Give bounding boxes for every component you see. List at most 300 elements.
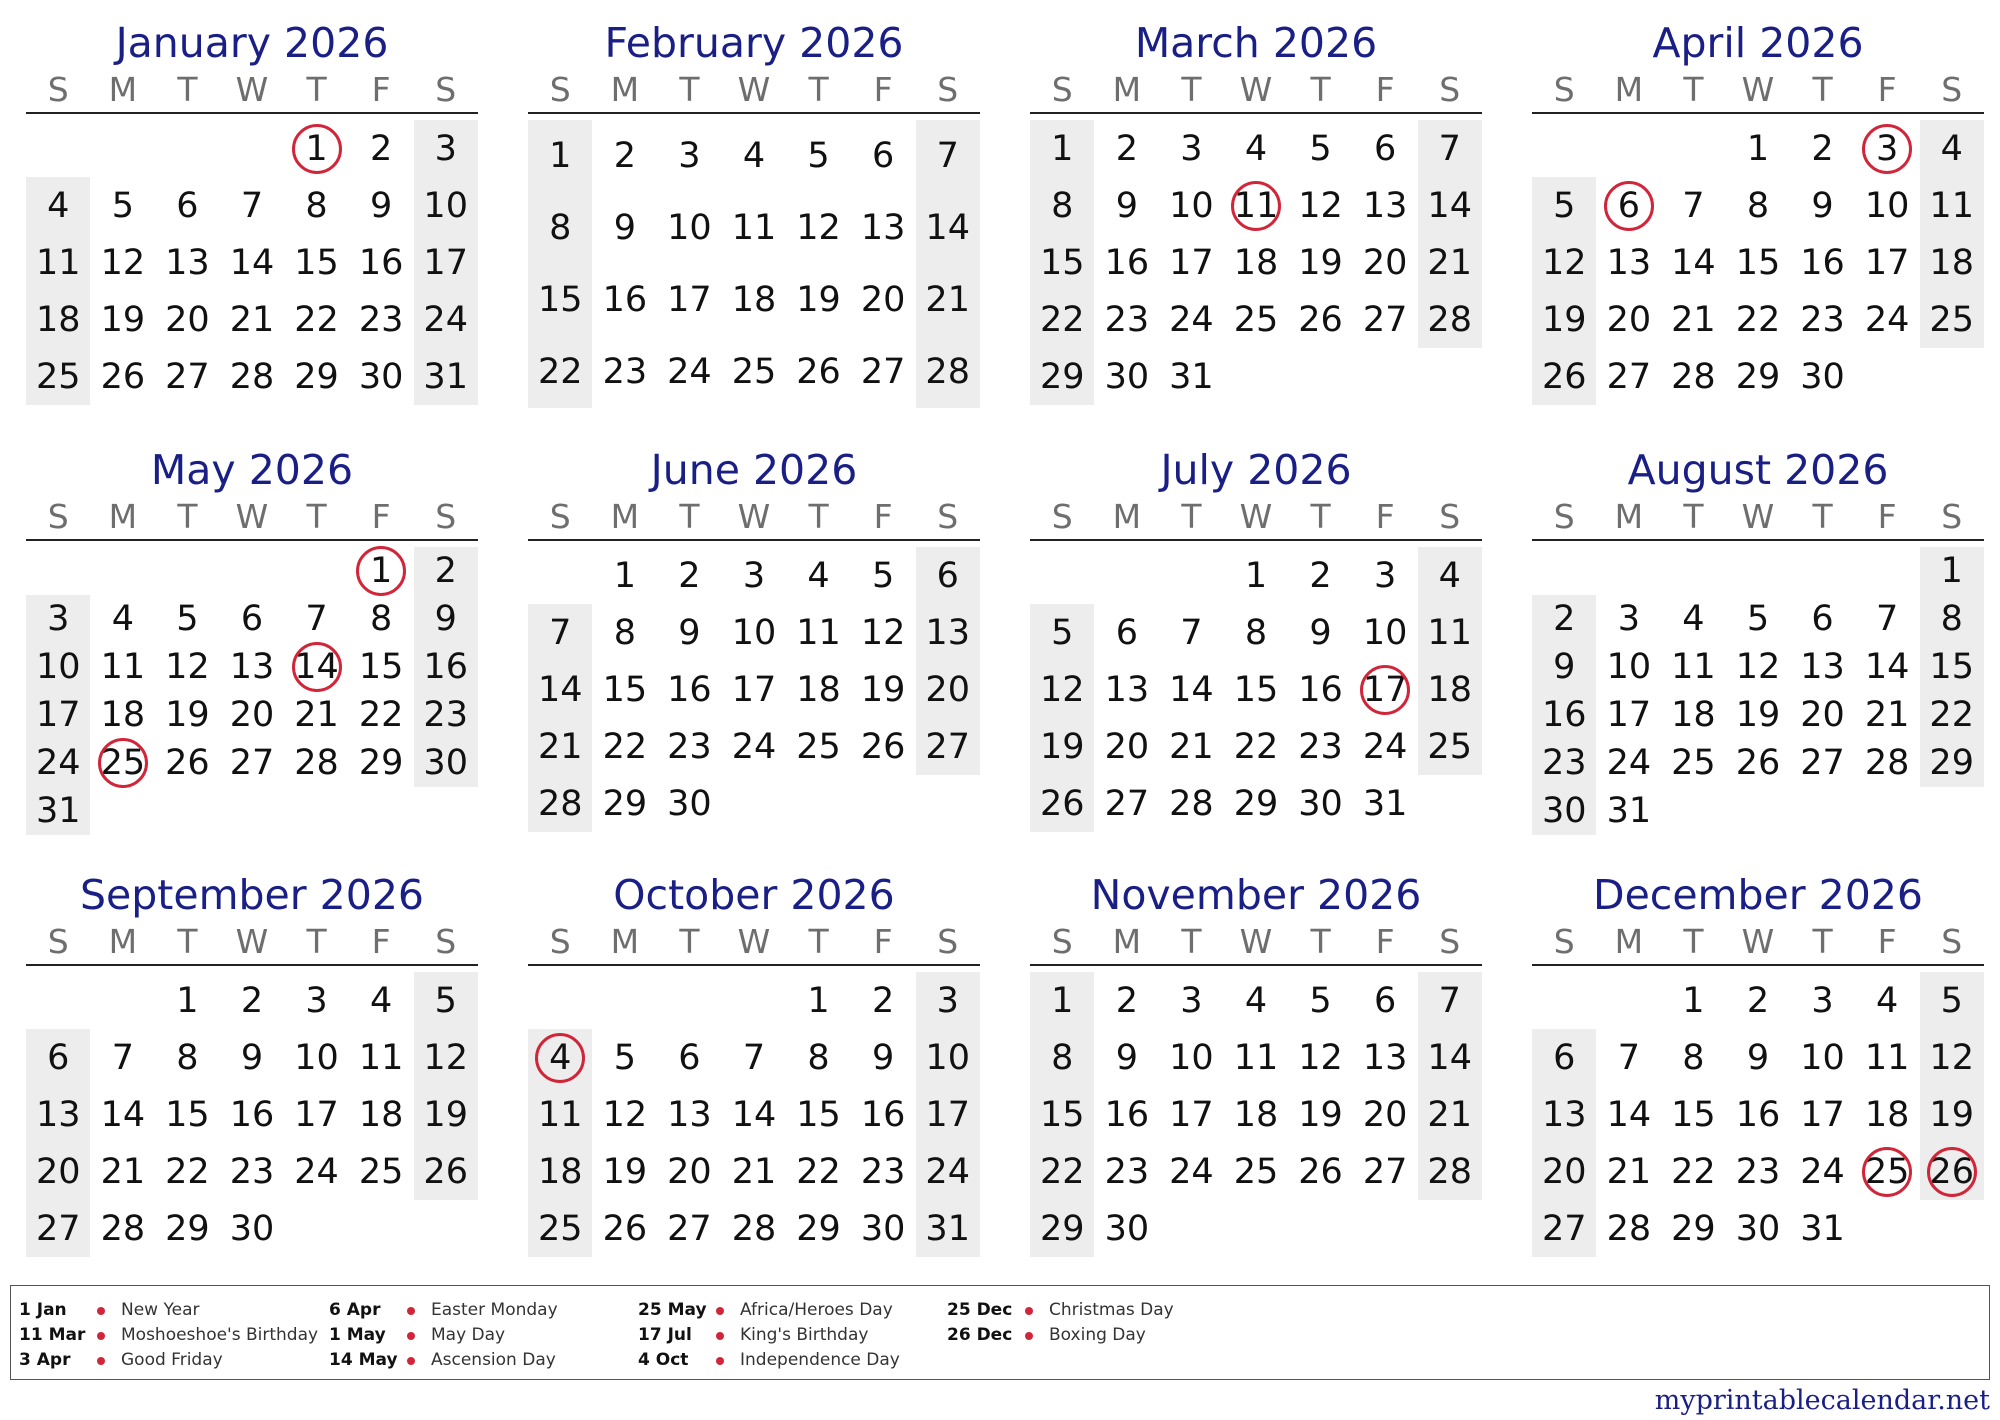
day-cell: 31 [36, 791, 81, 831]
day-cell: 10 [423, 185, 468, 226]
legend-date: 25 Dec [947, 1300, 1013, 1320]
holiday-day-cell: 4 [528, 1029, 593, 1086]
holiday-day-cell: 1 [349, 547, 414, 595]
weekday-label: W [235, 70, 269, 109]
day-cell: 13 [229, 647, 275, 687]
month-title: May 2026 [150, 446, 354, 494]
day-cell: 8 [1051, 185, 1074, 226]
empty-cell [1661, 547, 1726, 595]
legend-column [329, 1298, 558, 1373]
day-cell: 18 [358, 1094, 404, 1135]
weekday-label: T [679, 922, 700, 961]
weekday-label: T [177, 922, 198, 961]
bullet-dot-icon [716, 1307, 724, 1315]
legend-date: 6 Apr [329, 1300, 381, 1320]
day-cell: 12 [860, 612, 906, 653]
day-cell: 15 [1929, 647, 1974, 687]
day-cell: 25 [1929, 299, 1974, 340]
bullet-dot-icon [97, 1332, 105, 1340]
day-cell: 2 [1746, 980, 1770, 1021]
days-grid [1030, 120, 1482, 405]
weekday-label: M [1614, 497, 1644, 536]
month-title: October 2026 [613, 871, 895, 919]
day-cell: 27 [667, 1208, 712, 1249]
day-cell: 18 [1233, 1094, 1279, 1135]
day-cell: 27 [1104, 783, 1150, 824]
day-cell: 30 [1104, 1208, 1150, 1249]
empty-cell [593, 972, 658, 1029]
month-march [1030, 18, 1482, 405]
weekday-label: M [108, 922, 138, 961]
weekday-label: F [371, 497, 391, 536]
weekday-label: M [1614, 922, 1644, 961]
days-grid [528, 547, 980, 832]
day-cell: 23 [860, 1151, 906, 1192]
weekday-header [528, 495, 980, 541]
empty-cell [1597, 547, 1662, 595]
weekday-label: F [1877, 70, 1897, 109]
weekday-label: T [306, 922, 327, 961]
day-cell: 26 [1735, 743, 1781, 783]
weekday-label: M [610, 70, 640, 109]
empty-cell [528, 972, 593, 1029]
day-cell: 2 [240, 980, 264, 1021]
day-cell: 15 [538, 280, 583, 320]
days-grid [26, 972, 478, 1257]
day-cell: 13 [667, 1094, 712, 1135]
weekday-label: S [435, 70, 457, 109]
day-cell: 8 [549, 208, 572, 248]
month-title: November 2026 [1090, 871, 1422, 919]
month-august [1532, 445, 1984, 835]
day-cell: 29 [1233, 783, 1279, 824]
weekday-label: S [937, 922, 959, 961]
days-grid [528, 120, 980, 408]
bullet-dot-icon [407, 1332, 415, 1340]
day-cell: 11 [1864, 1037, 1910, 1078]
days-grid [1030, 547, 1482, 832]
day-cell: 19 [100, 299, 146, 340]
day-cell: 2 [1309, 555, 1332, 596]
legend-date: 4 Oct [638, 1350, 689, 1370]
day-cell: 1 [1746, 128, 1770, 169]
day-cell: 30 [1542, 791, 1587, 831]
day-cell: 19 [1298, 242, 1343, 283]
holiday-day-cell: 17 [1353, 661, 1418, 718]
weekday-header [1532, 495, 1984, 541]
day-cell: 12 [1040, 669, 1085, 710]
weekday-label: T [1310, 922, 1331, 961]
weekday-label: M [1112, 70, 1142, 109]
day-cell: 31 [925, 1208, 970, 1249]
days-grid [528, 972, 980, 1257]
day-cell: 30 [860, 1208, 906, 1249]
day-cell: 12 [423, 1037, 468, 1078]
day-cell: 18 [1233, 242, 1279, 283]
day-cell: 28 [100, 1208, 146, 1249]
day-cell: 26 [100, 356, 146, 397]
day-cell: 12 [100, 242, 146, 283]
day-cell: 26 [1542, 356, 1587, 397]
legend-holiday-name: May Day [431, 1325, 506, 1345]
day-cell: 17 [925, 1094, 970, 1135]
day-cell: 21 [1427, 1094, 1472, 1135]
day-cell: 11 [1233, 1037, 1279, 1078]
day-cell: 25 [538, 1208, 583, 1249]
day-cell: 7 [1438, 980, 1461, 1021]
day-cell: 20 [1362, 242, 1408, 283]
day-cell: 5 [871, 555, 895, 596]
day-cell: 5 [613, 1037, 636, 1078]
day-cell: 11 [36, 242, 81, 283]
day-cell: 19 [1735, 695, 1781, 735]
day-cell: 6 [1373, 128, 1397, 169]
day-cell: 8 [1244, 612, 1268, 653]
weekday-header [528, 920, 980, 966]
weekday-label: W [235, 497, 269, 536]
day-cell: 27 [165, 356, 210, 397]
weekday-label: S [1051, 497, 1073, 536]
day-cell: 15 [796, 1094, 841, 1135]
day-cell: 25 [1233, 1151, 1279, 1192]
day-cell: 10 [731, 612, 777, 653]
day-cell: 9 [240, 1037, 264, 1078]
weekday-label: S [1051, 70, 1073, 109]
legend-item [947, 1323, 1174, 1348]
empty-cell [26, 120, 91, 177]
day-cell: 20 [165, 299, 210, 340]
day-cell: 19 [1298, 1094, 1343, 1135]
day-cell: 28 [1864, 743, 1910, 783]
day-cell: 14 [1169, 669, 1214, 710]
day-cell: 18 [100, 695, 146, 735]
day-cell: 9 [1746, 1037, 1770, 1078]
day-cell: 1 [1940, 551, 1963, 591]
weekday-label: S [1553, 70, 1575, 109]
day-cell: 17 [1169, 1094, 1214, 1135]
day-cell: 23 [1735, 1151, 1781, 1192]
day-cell: 4 [742, 136, 766, 176]
holiday-day-cell: 26 [1919, 1143, 1984, 1200]
day-cell: 20 [36, 1151, 81, 1192]
day-cell: 25 [796, 726, 841, 767]
day-cell: 23 [1298, 726, 1343, 767]
day-cell: 14 [1671, 242, 1716, 283]
day-cell: 20 [229, 695, 275, 735]
day-cell: 4 [1682, 599, 1705, 639]
day-cell: 12 [602, 1094, 648, 1135]
day-cell: 11 [100, 647, 146, 687]
weekday-label: T [679, 70, 700, 109]
weekday-label: T [177, 497, 198, 536]
day-cell: 24 [1800, 1151, 1845, 1192]
day-cell: 29 [1671, 1208, 1716, 1249]
day-cell: 8 [176, 1037, 199, 1078]
day-cell: 27 [1800, 743, 1845, 783]
legend-date: 25 May [638, 1300, 707, 1320]
empty-cell [722, 972, 787, 1029]
day-cell: 27 [229, 743, 275, 783]
month-title: January 2026 [115, 19, 389, 67]
day-cell: 3 [1811, 980, 1834, 1021]
bullet-dot-icon [97, 1307, 105, 1315]
day-cell: 1 [176, 980, 199, 1021]
holiday-day-cell: 6 [1597, 177, 1662, 234]
day-cell: 20 [860, 280, 906, 320]
day-cell: 21 [1671, 299, 1716, 340]
days-grid [26, 547, 478, 835]
day-cell: 8 [369, 599, 393, 639]
site-footer[interactable]: myprintablecalendar.net [1654, 1385, 1990, 1416]
day-cell: 30 [1735, 1208, 1781, 1249]
empty-cell [1855, 547, 1920, 595]
weekday-label: S [1051, 922, 1073, 961]
day-cell: 22 [602, 726, 648, 767]
weekday-label: F [873, 497, 893, 536]
legend-item [19, 1298, 318, 1323]
day-cell: 27 [860, 352, 906, 392]
weekday-header [1030, 495, 1482, 541]
weekday-label: S [47, 922, 69, 961]
empty-cell [1095, 547, 1160, 604]
day-cell: 6 [240, 599, 264, 639]
weekday-label: M [1112, 497, 1142, 536]
day-cell: 3 [1617, 599, 1640, 639]
weekday-label: W [737, 497, 771, 536]
day-cell: 8 [613, 612, 636, 653]
legend-date: 14 May [329, 1350, 398, 1370]
days-grid [1532, 972, 1984, 1257]
day-cell: 21 [731, 1151, 777, 1192]
day-cell: 10 [36, 647, 81, 687]
legend-column [19, 1298, 318, 1373]
day-cell: 28 [731, 1208, 777, 1249]
holiday-day-cell: 1 [284, 120, 349, 177]
day-cell: 19 [860, 669, 906, 710]
day-cell: 15 [602, 669, 648, 710]
day-cell: 29 [1040, 1208, 1085, 1249]
day-cell: 26 [796, 352, 841, 392]
day-cell: 2 [1115, 980, 1138, 1021]
day-cell: 9 [678, 612, 701, 653]
day-cell: 5 [1309, 980, 1332, 1021]
legend-item [947, 1298, 1174, 1323]
day-cell: 10 [925, 1037, 970, 1078]
empty-cell [1726, 547, 1791, 595]
day-cell: 18 [1864, 1094, 1910, 1135]
day-cell: 29 [358, 743, 404, 783]
weekday-label: S [1439, 70, 1461, 109]
day-cell: 31 [1362, 783, 1408, 824]
day-cell: 6 [47, 1037, 70, 1078]
weekday-label: S [47, 497, 69, 536]
day-cell: 14 [538, 669, 583, 710]
weekday-label: T [1310, 70, 1331, 109]
day-cell: 25 [1427, 726, 1472, 767]
day-cell: 1 [549, 136, 572, 176]
day-cell: 19 [796, 280, 841, 320]
weekday-header [26, 920, 478, 966]
day-cell: 9 [434, 599, 457, 639]
weekday-label: S [435, 922, 457, 961]
day-cell: 22 [1671, 1151, 1716, 1192]
day-cell: 29 [1040, 356, 1085, 397]
weekday-label: W [1741, 497, 1775, 536]
month-january [26, 18, 478, 405]
day-cell: 28 [925, 352, 970, 392]
day-cell: 17 [1800, 1094, 1845, 1135]
day-cell: 19 [1929, 1094, 1974, 1135]
day-cell: 4 [47, 185, 70, 226]
weekday-header [1532, 68, 1984, 114]
legend-holiday-name: Easter Monday [431, 1300, 558, 1320]
day-cell: 20 [1362, 1094, 1408, 1135]
day-cell: 31 [1800, 1208, 1845, 1249]
day-cell: 16 [1298, 669, 1343, 710]
day-cell: 19 [1040, 726, 1085, 767]
day-cell: 23 [602, 352, 648, 392]
day-cell: 30 [667, 783, 712, 824]
day-cell: 20 [1542, 1151, 1587, 1192]
legend-item [638, 1348, 900, 1373]
day-cell: 6 [1373, 980, 1397, 1021]
weekday-label: T [1310, 497, 1331, 536]
day-cell: 21 [925, 280, 970, 320]
day-cell: 13 [1606, 242, 1652, 283]
day-cell: 9 [1115, 1037, 1138, 1078]
month-title: February 2026 [604, 19, 904, 67]
weekday-label: F [1877, 922, 1897, 961]
day-cell: 10 [294, 1037, 339, 1078]
day-cell: 7 [549, 612, 572, 653]
day-cell: 14 [731, 1094, 777, 1135]
legend-item [329, 1348, 558, 1373]
day-cell: 17 [731, 669, 777, 710]
day-cell: 27 [1362, 1151, 1408, 1192]
day-cell: 3 [1180, 128, 1203, 169]
legend-holiday-name: King's Birthday [740, 1325, 869, 1345]
day-cell: 24 [423, 299, 468, 340]
day-cell: 16 [423, 647, 468, 687]
day-cell: 10 [667, 208, 712, 248]
day-cell: 20 [667, 1151, 712, 1192]
day-cell: 24 [36, 743, 81, 783]
day-cell: 2 [434, 551, 457, 591]
day-cell: 24 [1169, 1151, 1214, 1192]
day-cell: 26 [602, 1208, 648, 1249]
month-february [528, 18, 980, 408]
empty-cell [91, 972, 156, 1029]
day-cell: 28 [538, 783, 583, 824]
day-cell: 27 [1606, 356, 1652, 397]
day-cell: 6 [176, 185, 199, 226]
day-cell: 10 [1169, 1037, 1214, 1078]
legend-item [638, 1298, 900, 1323]
day-cell: 15 [358, 647, 404, 687]
day-cell: 19 [1542, 299, 1587, 340]
day-cell: 22 [294, 299, 339, 340]
day-cell: 16 [1542, 695, 1587, 735]
day-cell: 28 [294, 743, 339, 783]
month-october [528, 870, 980, 1257]
day-cell: 28 [229, 356, 275, 397]
day-cell: 16 [860, 1094, 906, 1135]
month-may [26, 445, 478, 835]
day-cell: 23 [1800, 299, 1845, 340]
weekday-label: F [1375, 922, 1395, 961]
day-cell: 22 [1735, 299, 1781, 340]
weekday-label: S [1941, 70, 1963, 109]
weekday-label: T [1181, 497, 1202, 536]
day-cell: 29 [1929, 743, 1974, 783]
day-cell: 22 [358, 695, 404, 735]
day-cell: 11 [731, 208, 777, 248]
day-cell: 28 [1671, 356, 1716, 397]
day-cell: 13 [860, 208, 906, 248]
day-cell: 25 [1671, 743, 1716, 783]
day-cell: 16 [1104, 242, 1150, 283]
weekday-label: S [1439, 922, 1461, 961]
day-cell: 27 [36, 1208, 81, 1249]
day-cell: 30 [1298, 783, 1343, 824]
day-cell: 4 [111, 599, 134, 639]
legend-date: 17 Jul [638, 1325, 692, 1345]
day-cell: 20 [1800, 695, 1845, 735]
month-title: December 2026 [1593, 871, 1923, 919]
day-cell: 1 [1682, 980, 1705, 1021]
day-cell: 3 [1180, 980, 1203, 1021]
day-cell: 26 [1298, 299, 1343, 340]
day-cell: 14 [1427, 185, 1472, 226]
day-cell: 16 [602, 280, 648, 320]
day-cell: 15 [1671, 1094, 1716, 1135]
day-cell: 24 [1362, 726, 1408, 767]
weekday-label: T [1181, 70, 1202, 109]
day-cell: 1 [613, 555, 636, 596]
legend-holiday-name: New Year [121, 1300, 200, 1320]
day-cell: 3 [47, 599, 70, 639]
month-title: July 2026 [1160, 446, 1352, 494]
weekday-label: W [1741, 922, 1775, 961]
empty-cell [657, 972, 722, 1029]
day-cell: 12 [1542, 242, 1587, 283]
day-cell: 2 [613, 136, 636, 176]
day-cell: 17 [1864, 242, 1910, 283]
day-cell: 9 [1811, 185, 1834, 226]
empty-cell [1790, 547, 1855, 595]
day-cell: 17 [36, 695, 81, 735]
legend-holiday-name: Africa/Heroes Day [740, 1300, 893, 1320]
weekday-label: T [1683, 70, 1704, 109]
day-cell: 10 [1606, 647, 1652, 687]
bullet-dot-icon [97, 1357, 105, 1365]
day-cell: 20 [1606, 299, 1652, 340]
legend-holiday-name: Independence Day [740, 1350, 900, 1370]
day-cell: 15 [294, 242, 339, 283]
day-cell: 7 [1617, 1037, 1640, 1078]
month-title: August 2026 [1627, 446, 1889, 494]
weekday-label: T [808, 922, 829, 961]
day-cell: 28 [1169, 783, 1214, 824]
day-cell: 15 [1040, 1094, 1085, 1135]
weekday-label: W [1239, 70, 1273, 109]
day-cell: 22 [1929, 695, 1974, 735]
day-cell: 14 [925, 208, 970, 248]
month-title: March 2026 [1134, 19, 1378, 67]
day-cell: 7 [111, 1037, 134, 1078]
day-cell: 4 [1875, 980, 1899, 1021]
day-cell: 17 [294, 1094, 339, 1135]
